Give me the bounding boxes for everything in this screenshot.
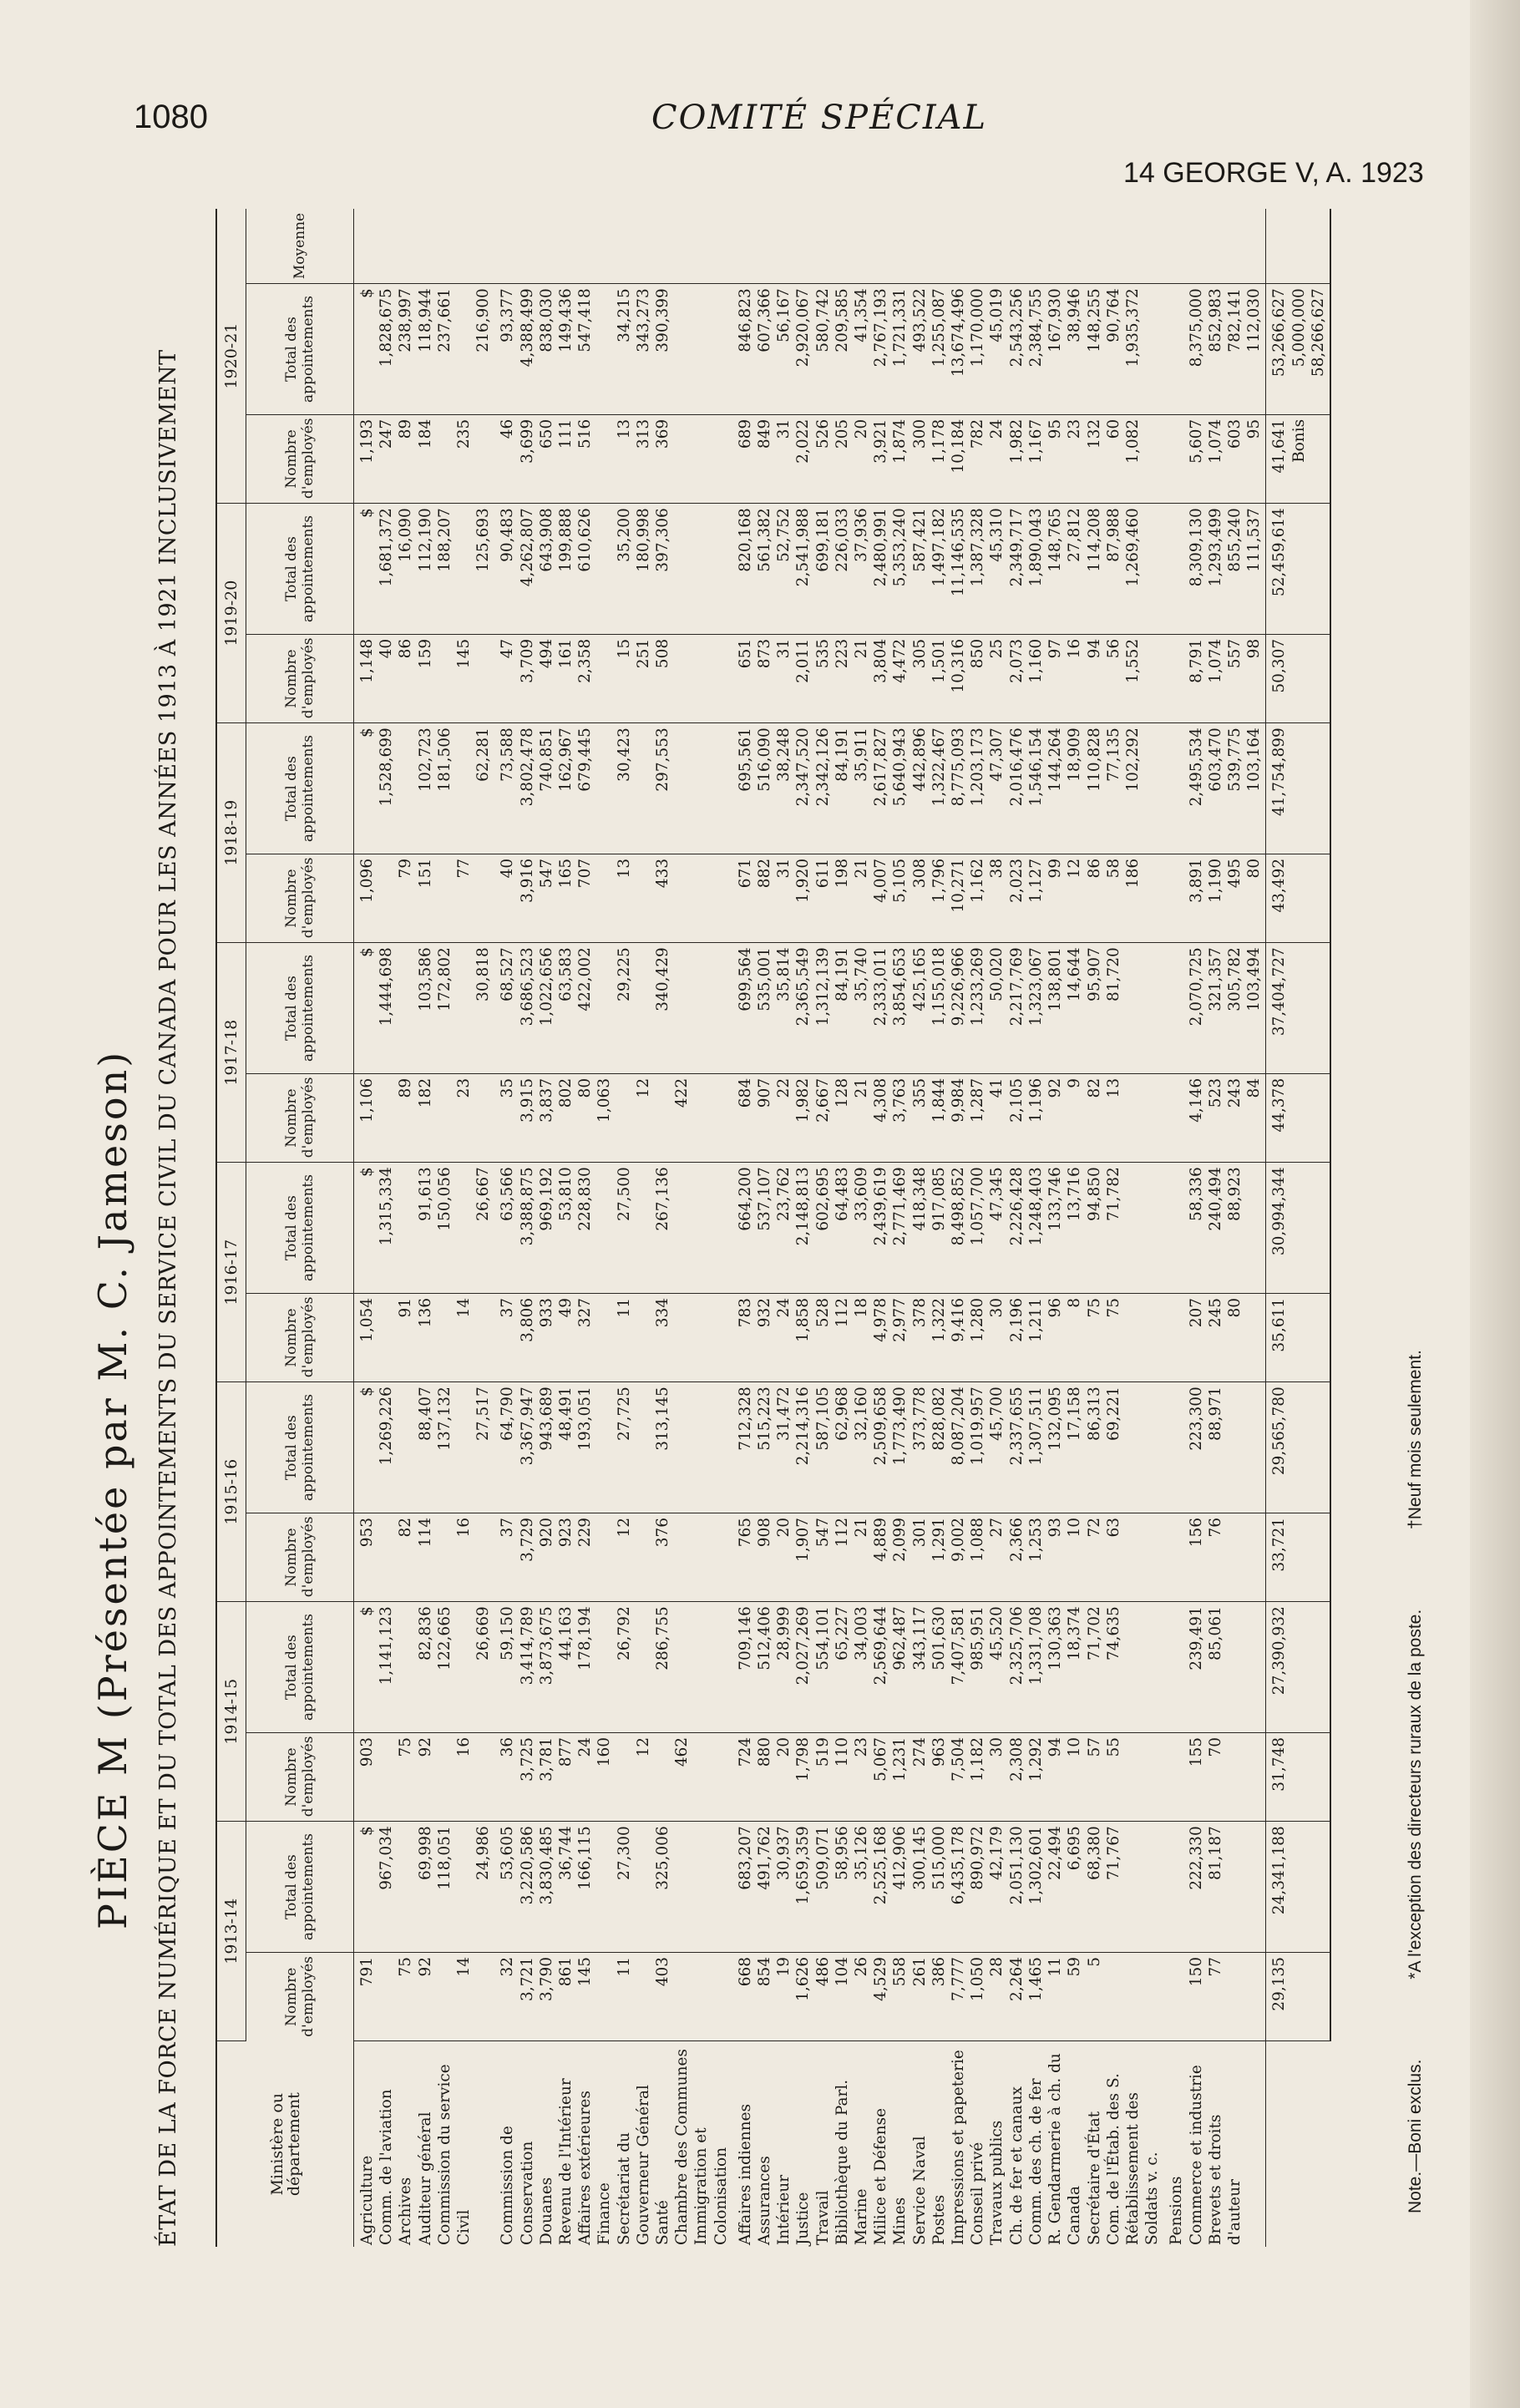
total-header: Total des appointements: [246, 284, 354, 415]
value-cell: 93,377 4,388,499 838,030 149,436 547,418 34,215 343,273 390,399: [494, 284, 732, 415]
value-cell: $ 1,528,699 102,723 181,506 62,281: [354, 723, 495, 854]
value-cell: 684 907 22 1,982 2,667 128 21 4,308 3,763 355 1,844 9,984 1,287 41 2,105 1,196 92 9 82 13: [732, 1073, 1163, 1162]
value-cell: 3,891 1,190 495 80: [1163, 854, 1266, 942]
value-cell: 32 3,721 3,790 861 145 11 403: [494, 1952, 732, 2040]
dept-name: Postes: [930, 2194, 948, 2245]
value-cell: 27,390,932: [1266, 1602, 1330, 1733]
dept-name: Conseil privé: [969, 2142, 987, 2245]
value-cell: 903 75 92 16: [354, 1732, 495, 1821]
total-header: Total des appointements: [246, 504, 354, 635]
document-title: PIÈCE M (Présentée par M. C. Jameson): [90, 1049, 135, 1929]
value-cell: 59,150 3,414,789 3,873,675 44,163 178,194 26,792 286,755: [494, 1602, 732, 1733]
value-cell: 846,823 607,366 56,167 2,920,067 580,742 209,585 41,354 2,767,193 1,721,331 493,522 1,255,087 13,674,496 1,170,000 45,019 2,543,256 2,384,755 167,930 38,946 148,255 90,764 1,935,372: [732, 284, 1163, 415]
value-cell: 35,611: [1266, 1293, 1330, 1381]
dept-name: Secrétaire d'État: [1085, 2111, 1103, 2245]
dept-name: Chambre des Communes: [673, 2049, 692, 2245]
value-cell: 1,148 40 86 159 145: [354, 634, 495, 722]
dept-name: R. Gendarmerie à ch. du Canada: [1046, 2053, 1084, 2245]
value-cell: 8,791 1,074 557 98: [1163, 634, 1266, 722]
value-cell: $ 1,141,123 82,836 122,665 26,669: [354, 1602, 495, 1733]
dept-name: Commission de Conservation: [499, 2126, 536, 2245]
dept-name: Douanes: [537, 2177, 555, 2245]
value-cell: 783 932 24 1,858 528 112 18 4,978 2,977 378 1,322 9,416 1,280 30 2,196 1,211 96 8 75 75: [732, 1293, 1163, 1381]
moyenne-header: Moyenne: [246, 209, 354, 284]
total-header: Total des appointements: [246, 1822, 354, 1953]
value-cell: $ 967,034 69,998 118,051 24,986: [354, 1822, 495, 1953]
value-cell: 37 3,806 933 49 327 11 334: [494, 1293, 732, 1381]
year-header: 1915-16: [216, 1382, 246, 1602]
value-cell: 709,146 512,406 28,999 2,027,269 554,101 65,227 34,003 2,569,644 962,487 343,117 501,630 7,407,581 985,951 45,520 2,325,706 1,331,708 130,363 18,374 71,702 74,635: [732, 1602, 1163, 1733]
value-cell: 223,300 88,971: [1163, 1382, 1266, 1513]
value-cell: 699,564 535,001 35,814 2,365,549 1,312,139 84,191 35,740 2,333,011 3,854,653 425,165 1,155,018 9,226,966 1,233,269 50,020 2,217,769 1,323,067 138,801 14,644 95,907 81,720: [732, 943, 1163, 1074]
dept-cell: [732, 2041, 1163, 2247]
page-edge-shadow: [1470, 0, 1520, 2408]
total-header: Total des appointements: [246, 1382, 354, 1513]
value-cell: 30,994,344: [1266, 1163, 1330, 1294]
value-cell: 37 3,729 920 923 229 12 376: [494, 1513, 732, 1601]
value-cell: 40 3,916 547 165 707 13 433: [494, 854, 732, 942]
dept-cell: [494, 2041, 732, 2247]
year-header: 1916-17: [216, 1163, 246, 1382]
value-cell: 953 82 114 16: [354, 1513, 495, 1601]
dept-name: Revenu de l'Intérieur: [557, 2078, 575, 2245]
value-cell: 156 76: [1163, 1513, 1266, 1601]
value-cell: 58,336 240,494 88,923: [1163, 1163, 1266, 1294]
dept-name: Affaires indiennes: [736, 2103, 754, 2245]
nombre-header: Nombre d'employés: [246, 1513, 354, 1601]
note-dagger: †Neuf mois seulement.: [1406, 1350, 1425, 1529]
value-cell: [494, 209, 732, 284]
value-cell: 29,135: [1266, 1952, 1330, 2040]
dept-cell: [1163, 2041, 1266, 2247]
value-cell: 712,328 515,223 31,472 2,214,316 587,105 62,968 32,160 2,509,658 1,773,490 373,778 828,082 8,087,204 1,019,957 45,700 2,337,655 1,307,511 132,095 17,158 86,313 69,221: [732, 1382, 1163, 1513]
value-cell: 8,375,000 852,983 782,141 112,030: [1163, 284, 1266, 415]
dept-name: Milice et Défense: [872, 2107, 890, 2245]
dept-name: Santé: [654, 2199, 672, 2245]
year-header: 1914-15: [216, 1602, 246, 1822]
value-cell: 2,070,725 321,357 305,782 103,494: [1163, 943, 1266, 1074]
value-cell: 37,404,727: [1266, 943, 1330, 1074]
value-cell: [1266, 209, 1330, 284]
nombre-header: Nombre d'employés: [246, 1293, 354, 1381]
table-row-group: [494, 209, 732, 2247]
nombre-header: Nombre d'employés: [246, 854, 354, 942]
dept-name: Agriculture: [358, 2155, 376, 2245]
dept-name: Commission du service Civil: [435, 2064, 474, 2245]
table-row-group: [354, 209, 495, 2247]
value-cell: 90,483 4,262,807 643,908 199,888 610,626 35,200 180,998 397,306: [494, 504, 732, 635]
value-cell: 668 854 19 1,626 486 104 26 4,529 558 261 386 7,777 1,050 28 2,264 1,465 11 59 5: [732, 1952, 1163, 2040]
dept-name: Service Naval: [910, 2136, 929, 2245]
dept-name: Marine: [853, 2188, 871, 2245]
dept-name: Bibliothèque du Parl.: [833, 2079, 851, 2245]
value-cell: [354, 209, 495, 284]
value-cell: 150 77: [1163, 1952, 1266, 2040]
value-cell: 651 873 31 2,011 535 223 21 3,804 4,472 305 1,501 10,316 850 25 2,073 1,160 97 16 94 56 1,552: [732, 634, 1163, 722]
total-header: Total des appointements: [246, 1163, 354, 1294]
value-cell: 24,341,188: [1266, 1822, 1330, 1953]
value-cell: 239,491 85,061: [1163, 1602, 1266, 1733]
dept-name: Affaires extérieures: [576, 2091, 595, 2245]
running-title: COMITÉ SPÉCIAL: [651, 99, 988, 137]
dept-name: Com. de l'Étab. des S.: [1104, 2073, 1122, 2245]
value-cell: 671 882 31 1,920 611 198 21 4,007 5,105 308 1,796 10,271 1,162 38 2,023 1,127 99 12 86 58 186: [732, 854, 1163, 942]
value-cell: [732, 209, 1163, 284]
table-total-row: [1266, 209, 1330, 2247]
nombre-header: Nombre d'employés: [246, 634, 354, 722]
note-star: *A l'exception des directeurs ruraux de la poste.: [1406, 1609, 1425, 1980]
value-cell: 29,565,780: [1266, 1382, 1330, 1513]
value-cell: 8,309,130 1,293,499 855,240 111,537: [1163, 504, 1266, 635]
nombre-header: Nombre d'employés: [246, 1732, 354, 1821]
value-cell: 73,588 3,802,478 740,851 162,967 679,445 30,423 297,553: [494, 723, 732, 854]
value-cell: 46 3,699 650 111 516 13 313 369: [494, 414, 732, 503]
value-cell: 1,193 247 89 184 235: [354, 414, 495, 503]
value-cell: 724 880 20 1,798 519 110 23 5,067 1,231 274 963 7,504 1,182 30 2,308 1,292 94 10 57 55: [732, 1732, 1163, 1821]
dept-name: Rétablissement des Soldats v. c.: [1123, 2092, 1162, 2245]
value-cell: $ 1,828,675 238,997 118,944 237,661 216,900: [354, 284, 495, 415]
year-header: 1919-20: [216, 504, 246, 723]
value-cell: 820,168 561,382 52,752 2,541,988 699,181 226,033 37,936 2,480,991 5,353,240 587,421 1,497,182 11,146,535 1,387,328 45,310 2,349,717 1,890,043 148,765 27,812 114,208 87,988 1,269,460: [732, 504, 1163, 635]
value-cell: 64,790 3,367,947 943,689 48,491 193,051 27,725 313,145: [494, 1382, 732, 1513]
value-cell: 5,607 1,074 603 95: [1163, 414, 1266, 503]
value-cell: 50,307: [1266, 634, 1330, 722]
value-cell: $ 1,315,334 91,613 150,056 26,667: [354, 1163, 495, 1294]
value-cell: 695,561 516,090 38,248 2,347,520 2,342,126 84,191 35,911 2,617,827 5,640,943 442,896 1,322,467 8,775,093 1,203,173 47,307 2,016,476 1,546,154 144,264 18,909 110,828 77,135 102,292: [732, 723, 1163, 854]
dept-column-header: Ministère ou département: [216, 2041, 354, 2247]
value-cell: $ 1,444,698 103,586 172,802 30,818: [354, 943, 495, 1074]
value-cell: $ 1,269,226 88,407 137,132 27,517: [354, 1382, 495, 1513]
rotated-table-block: [90, 200, 1443, 2247]
value-cell: $ 1,681,372 16,090 112,190 188,207 125,693: [354, 504, 495, 635]
year-header: 1917-18: [216, 943, 246, 1163]
total-header: Total des appointements: [246, 943, 354, 1074]
dept-name: Archives: [397, 2177, 415, 2245]
dept-name: Justice: [794, 2192, 813, 2245]
dept-name: Brevets et droits d'auteur: [1206, 2114, 1244, 2245]
value-cell: 63,566 3,388,875 969,192 53,810 228,830 27,500 267,136: [494, 1163, 732, 1294]
value-cell: 36 3,725 3,781 877 24 160 12 462: [494, 1732, 732, 1821]
dept-name: Comm. de l'aviation: [377, 2089, 396, 2245]
value-cell: 1,096 79 151 77: [354, 854, 495, 942]
value-cell: 765 908 20 1,907 547 112 21 4,889 2,099 301 1,291 9,002 1,088 27 2,366 1,253 93 10 72 63: [732, 1513, 1163, 1601]
year-header: 1920-21: [216, 209, 246, 504]
value-cell: 664,200 537,107 23,762 2,148,813 602,695 64,483 33,609 2,439,619 2,771,469 418,348 917,085 8,498,852 1,057,700 47,345 2,226,428 1,248,403 133,746 13,716 94,850 71,782: [732, 1163, 1163, 1294]
value-cell: 31,748: [1266, 1732, 1330, 1821]
value-cell: 683,207 491,762 30,937 1,659,359 509,071 58,956 35,126 2,525,168 412,906 300,145 515,000 6,435,178 890,972 42,179 2,051,130 1,302,601 22,494 6,695 68,380 71,767: [732, 1822, 1163, 1953]
dept-cell: [354, 2041, 495, 2247]
dept-name: Secrétariat du Gouverneur Général: [615, 2085, 652, 2245]
nombre-header: Nombre d'employés: [246, 1073, 354, 1162]
value-cell: 41,641 Bonis: [1266, 414, 1330, 503]
table-row-group: [732, 209, 1163, 2247]
value-cell: 2,495,534 603,470 539,775 103,164: [1163, 723, 1266, 854]
year-header: 1913-14: [216, 1822, 246, 2041]
staff-salary-table: [215, 209, 1331, 2247]
value-cell: 68,527 3,686,523 1,022,656 63,583 422,002 29,225 340,429: [494, 943, 732, 1074]
note-boni: Note.—Boni exclus.: [1406, 2059, 1425, 2213]
dept-name: Ch. de fer et canaux: [1007, 2086, 1026, 2245]
value-cell: 44,378: [1266, 1073, 1330, 1162]
dept-name: Travaux publics: [988, 2120, 1006, 2245]
table-row-group: [1163, 209, 1266, 2247]
value-cell: 222,330 81,187: [1163, 1822, 1266, 1953]
value-cell: 35 3,915 3,837 802 80 1,063 12 422: [494, 1073, 732, 1162]
value-cell: [1163, 209, 1266, 284]
value-cell: 4,146 523 243 84: [1163, 1073, 1266, 1162]
value-cell: 1,054 91 136 14: [354, 1293, 495, 1381]
year-header: 1918-19: [216, 723, 246, 943]
session-label: 14 GEORGE V, A. 1923: [1123, 157, 1424, 189]
page-number: 1080: [134, 99, 208, 135]
dept-name: Impressions et papeterie: [950, 2050, 968, 2245]
document-subtitle: ÉTAT DE LA FORCE NUMÉRIQUE ET DU TOTAL DES APPOINTEMENTS DU SERVICE CIVIL DU CANADA POUR LES ANNÉES 1913 À 1921 INCLUSIVEMENT: [155, 349, 181, 2247]
dept-name: Assurances: [756, 2156, 774, 2245]
dept-name: Auditeur général: [416, 2111, 434, 2245]
nombre-header: Nombre d'employés: [246, 1952, 354, 2040]
table-footnotes: [1406, 1275, 1426, 2213]
nombre-header: Nombre d'employés: [246, 414, 354, 503]
value-cell: 43,492: [1266, 854, 1330, 942]
value-cell: 689 849 31 2,022 526 205 20 3,921 1,874 300 1,178 10,184 782 24 1,982 1,167 95 23 132 60 1,082: [732, 414, 1163, 503]
value-cell: 1,106 89 182 23: [354, 1073, 495, 1162]
value-cell: 207 245 80: [1163, 1293, 1266, 1381]
value-cell: 52,459,614: [1266, 504, 1330, 635]
total-header: Total des appointements: [246, 723, 354, 854]
total-header: Total des appointements: [246, 1602, 354, 1733]
dept-name: Mines: [891, 2197, 909, 2245]
value-cell: 53,605 3,220,586 3,830,485 36,744 166,115 27,300 325,006: [494, 1822, 732, 1953]
dept-name: Finance: [595, 2182, 614, 2245]
value-cell: 791 75 92 14: [354, 1952, 495, 2040]
dept-name: Pensions: [1168, 2176, 1186, 2245]
value-cell: 41,754,899: [1266, 723, 1330, 854]
dept-name: Commerce et industrie: [1187, 2065, 1205, 2245]
value-cell: 47 3,709 494 161 2,358 15 251 508: [494, 634, 732, 722]
dept-name: Travail: [813, 2190, 832, 2245]
dept-name: Immigration et Colonisation: [692, 2127, 730, 2245]
dept-cell: [1266, 2041, 1330, 2247]
value-cell: 155 70: [1163, 1732, 1266, 1821]
value-cell: 53,266,627 5,000,000 58,266,627: [1266, 284, 1330, 415]
value-cell: 33,721: [1266, 1513, 1330, 1601]
dept-name: Comm. des ch. de fer: [1026, 2078, 1045, 2245]
dept-name: Intérieur: [775, 2174, 793, 2245]
